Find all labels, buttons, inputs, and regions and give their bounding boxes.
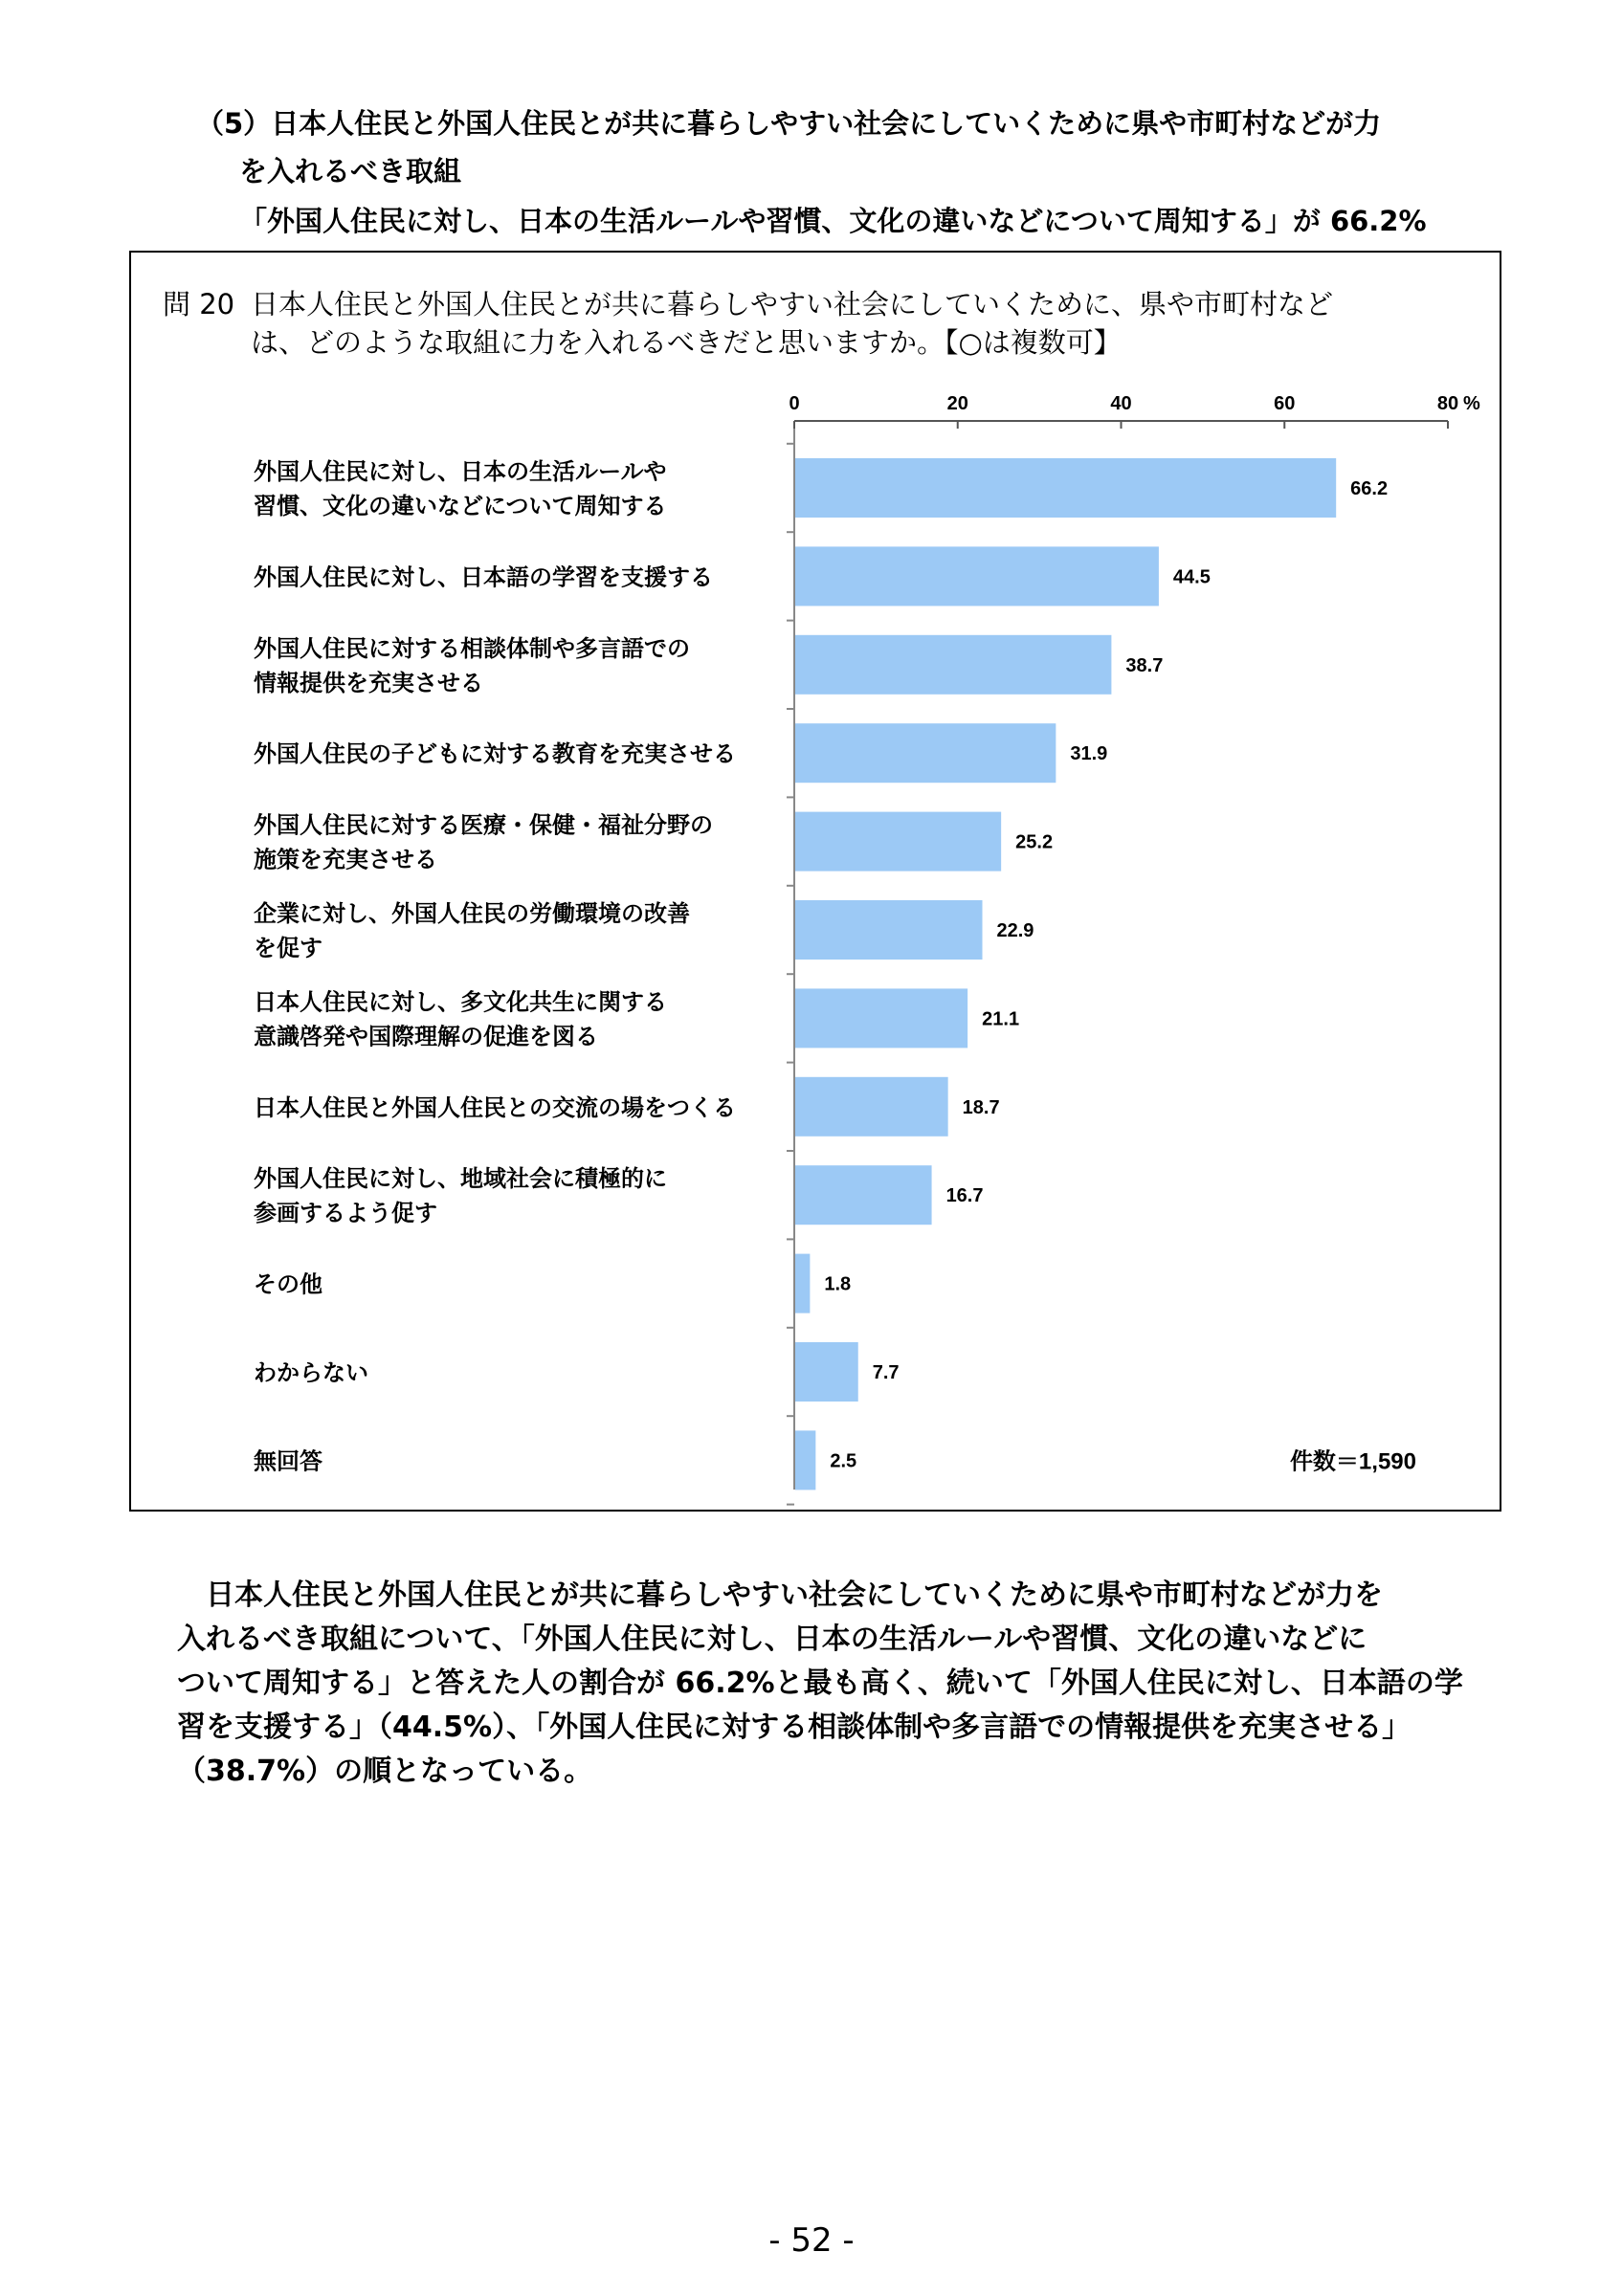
section-heading-summary: 「外国人住民に対し、日本の生活ルールや習慣、文化の違いなどについて周知する」が 66.2% xyxy=(239,205,1427,237)
category-label: 参画するよう促す xyxy=(254,1200,437,1227)
category-label: 外国人住民の子どもに対する教育を充実させる xyxy=(254,740,736,768)
bar xyxy=(795,635,1111,695)
bar xyxy=(795,900,983,960)
question-text-line2: は、どのような取組に力を入れるべきだと思いますか。【○は複数可】 xyxy=(251,326,1122,359)
category-label: 外国人住民に対し、日本語の学習を支援する xyxy=(254,563,713,591)
bar xyxy=(795,1077,948,1137)
category-label: 日本人住民と外国人住民との交流の場をつくる xyxy=(254,1093,736,1121)
bar-value-label: 38.7 xyxy=(1125,654,1164,676)
x-tick-label: 40 xyxy=(1110,393,1132,414)
bar-value-label: 31.9 xyxy=(1070,743,1108,765)
category-label: を促す xyxy=(254,935,322,961)
bar-value-label: 66.2 xyxy=(1350,478,1389,499)
summary-paragraph xyxy=(177,1574,1498,1794)
category-label: 外国人住民に対する医療・保健・福祉分野の xyxy=(254,811,713,839)
sample-size-label: 件数＝1,590 xyxy=(1289,1448,1416,1475)
category-label: 企業に対し、外国人住民の労働環境の改善 xyxy=(254,900,690,927)
category-label: 外国人住民に対する相談体制や多言語での xyxy=(254,634,690,662)
bar-value-label: 1.8 xyxy=(824,1273,852,1295)
bar-value-label: 18.7 xyxy=(962,1096,1000,1118)
summary-line: 日本人住民と外国人住民とが共に暮らしやすい社会にしていくために県や市町村などが力を xyxy=(177,1578,1383,1612)
bar xyxy=(795,1342,858,1402)
bar-value-label: 2.5 xyxy=(830,1450,857,1472)
x-unit-label: % xyxy=(1463,393,1480,414)
page-number: - 52 - xyxy=(768,2221,855,2260)
category-label: 日本人住民に対し、多文化共生に関する xyxy=(254,988,667,1016)
question-text-line1: 日本人住民と外国人住民とが共に暮らしやすい社会にしていくために、県や市町村など xyxy=(251,288,1334,320)
category-label: 外国人住民に対し、日本の生活ルールや xyxy=(254,458,667,485)
bar xyxy=(795,1254,810,1314)
bar-value-label: 44.5 xyxy=(1172,566,1211,588)
bar-value-label: 22.9 xyxy=(996,920,1034,941)
summary-line: ついて周知する」と答えた人の割合が 66.2%と最も高く、続いて「外国人住民に対し、日本語の学 xyxy=(177,1667,1463,1700)
bar xyxy=(795,988,967,1048)
bar xyxy=(795,458,1336,518)
x-tick-label: 0 xyxy=(789,393,800,414)
summary-line: （38.7%）の順となっている。 xyxy=(177,1755,593,1788)
category-label: 外国人住民に対し、地域社会に積極的に xyxy=(254,1165,667,1193)
summary-line: 習を支援する」（44.5%）、「外国人住民に対する相談体制や多言語での情報提供を充実させる」 xyxy=(177,1711,1412,1744)
section-heading-line2: を入れるべき取組 xyxy=(239,155,462,188)
summary-line: 入れるべき取組について、「外国人住民に対し、日本の生活ルールや習慣、文化の違いなどに xyxy=(177,1623,1367,1656)
section-heading-line1: （5）日本人住民と外国人住民とが共に暮らしやすい社会にしていくために県や市町村などが力 xyxy=(196,107,1382,140)
question-number: 問 20 xyxy=(163,288,235,320)
category-label: 情報提供を充実させる xyxy=(254,669,483,696)
bar-value-label: 16.7 xyxy=(945,1185,984,1207)
x-tick-label: 20 xyxy=(946,393,968,414)
bar xyxy=(795,546,1159,606)
bar-value-label: 7.7 xyxy=(872,1362,900,1383)
category-label: 意識啓発や国際理解の促進を図る xyxy=(254,1023,598,1050)
category-label: 施策を充実させる xyxy=(254,846,437,873)
category-label: 習慣、文化の違いなどについて周知する xyxy=(254,493,667,519)
bar xyxy=(795,812,1001,872)
x-tick-label: 60 xyxy=(1274,393,1296,414)
category-label: わからない xyxy=(254,1359,368,1386)
category-label: 無回答 xyxy=(254,1447,322,1475)
bar xyxy=(795,1430,815,1490)
bar xyxy=(795,723,1056,783)
bar-value-label: 25.2 xyxy=(1015,831,1054,853)
bar-value-label: 21.1 xyxy=(982,1008,1020,1030)
category-label: その他 xyxy=(254,1270,322,1298)
x-tick-label: 80 xyxy=(1436,393,1459,414)
bar xyxy=(795,1165,932,1225)
